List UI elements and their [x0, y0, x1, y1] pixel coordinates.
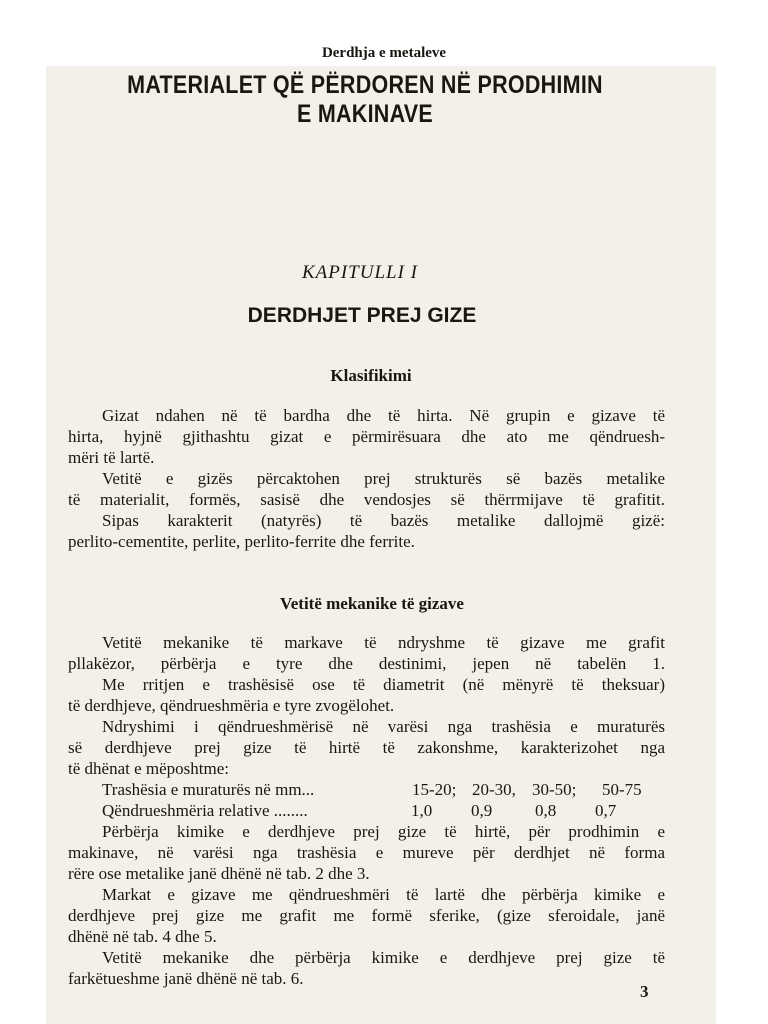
main-title-line-2: E MAKINAVE: [297, 100, 433, 128]
paragraph-line: Vetitë e gizës përcaktohen prej strukturës së bazës metalike: [102, 469, 665, 488]
section-heading-classification: Klasifikimi: [330, 366, 412, 385]
paragraph-line: Markat e gizave me qëndrueshmëri të lartë dhe përbërja kimike e: [102, 885, 665, 904]
chapter-title: DERDHJET PREJ GIZE: [247, 304, 477, 327]
paragraph-line: Gizat ndahen në të bardha dhe të hirta. Në grupin e gizave të: [102, 406, 665, 425]
thickness-value: 20-30,: [472, 780, 516, 799]
paragraph-line: Përbërja kimike e derdhjeve prej gize të hirtë, për prodhimin e: [102, 822, 665, 841]
main-title-line-1: MATERIALET QË PËRDOREN NË PRODHIMIN: [127, 71, 603, 99]
paragraph-line: të dhënat e mëposhtme:: [68, 759, 229, 778]
paragraph-line: të materialit, formës, sasisë dhe vendosjes së thërrmijave të grafitit.: [68, 490, 665, 509]
paragraph-line: pllakëzor, përbërja e tyre dhe destinimi, jepen në tabelën 1.: [68, 654, 665, 673]
strength-value: 1,0: [411, 801, 433, 820]
running-header: Derdhja e metaleve: [321, 45, 447, 61]
thickness-value: 50-75: [602, 780, 642, 799]
thickness-value: 30-50;: [532, 780, 577, 799]
main-title: [103, 71, 628, 129]
paragraph-line: Vetitë mekanike dhe përbërja kimike e derdhjeve prej gize të: [102, 948, 665, 967]
paragraph-line: mëri të lartë.: [68, 448, 155, 467]
strength-row: [68, 800, 665, 821]
paragraph-line: Sipas karakterit (natyrës) të bazës metalike dallojmë gizë:: [102, 511, 665, 530]
chapter-label: KAPITULLI I: [301, 262, 419, 283]
thickness-value: 15-20;: [412, 780, 457, 799]
thickness-row: [68, 779, 665, 800]
strength-label: Qëndrueshmëria relative ........: [102, 801, 308, 820]
paragraph-line: rëre ose metalike janë dhënë në tab. 2 dhe 3.: [68, 864, 370, 883]
strength-value: 0,9: [471, 801, 493, 820]
section-classification-body: [68, 405, 665, 552]
paragraph-line: së derdhjeve prej gize të hirtë të zakonshme, karakterizohet nga: [68, 738, 665, 757]
strength-value: 0,8: [535, 801, 557, 820]
section-mechanical-body: [68, 632, 665, 989]
thickness-label: Trashësia e muraturës në mm...: [102, 780, 315, 799]
page-number: 3: [640, 982, 649, 1001]
paragraph-line: derdhjeve prej gize me grafit me formë sferike, (gize sferoidale, janë: [68, 906, 665, 925]
paragraph-line: të derdhjeve, qëndrueshmëria e tyre zvogëlohet.: [68, 696, 395, 715]
paragraph-line: farkëtueshme janë dhënë në tab. 6.: [68, 969, 304, 988]
paragraph-line: Vetitë mekanike të markave të ndryshme të gizave me grafit: [102, 633, 665, 652]
paragraph-line: dhënë në tab. 4 dhe 5.: [68, 927, 217, 946]
section-heading-mechanical-properties: Vetitë mekanike të gizave: [280, 594, 464, 613]
paragraph-line: Me rritjen e trashësisë ose të diametrit (në mënyrë të theksuar): [102, 675, 665, 694]
paragraph-line: makinave, në varësi nga trashësia e mureve për derdhjet në forma: [68, 843, 665, 862]
paragraph-line: Ndryshimi i qëndrueshmërisë në varësi nga trashësia e muraturës: [102, 717, 665, 736]
strength-value: 0,7: [595, 801, 617, 820]
paragraph-line: hirta, hyjnë gjithashtu gizat e përmirësuara dhe ato me qëndruesh-: [68, 427, 665, 446]
paragraph-line: perlito-cementite, perlite, perlito-ferrite dhe ferrite.: [68, 532, 415, 551]
